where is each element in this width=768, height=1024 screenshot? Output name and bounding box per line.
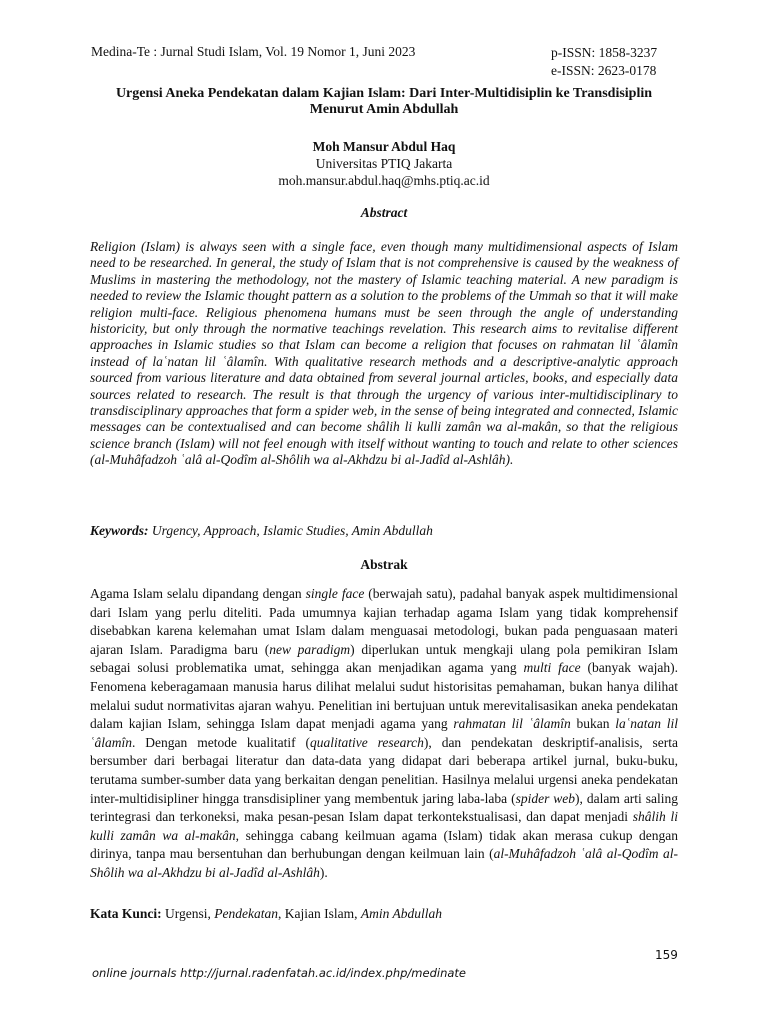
keywords-list: Urgency, Approach, Islamic Studies, Amin Abdullah [151, 523, 433, 538]
author-block [90, 138, 678, 189]
author-email: moh.mansur.abdul.haq@mhs.ptiq.ac.id [278, 173, 490, 188]
page-number: 159 [655, 948, 678, 962]
author-name: Moh Mansur Abdul Haq [312, 139, 456, 154]
paper-title: Urgensi Aneka Pendekatan dalam Kajian Islam: Dari Inter-Multidisiplin ke Transdisiplin Menurut Amin Abdullah [115, 86, 653, 117]
pissn: p-ISSN: 1858-3237 [551, 45, 658, 60]
author-affiliation: Universitas PTIQ Jakarta [315, 156, 453, 171]
kata-kunci-label: Kata Kunci: [90, 906, 162, 921]
journal-header: Medina-Te : Jurnal Studi Islam, Vol. 19 Nomor 1, Juni 2023 [91, 44, 416, 59]
abstract-heading: Abstract [360, 205, 408, 220]
abstrak-heading: Abstrak [360, 557, 408, 572]
eissn: e-ISSN: 2623-0178 [551, 63, 657, 78]
abstrak-text: Agama Islam selalu dipandang dengan single face (berwajah satu), padahal banyak aspek multidimensional dari Islam yang perlu diteliti. Pada umumnya kajian terhadap agama Islam yang tidak komprehensif disebabkan karena kelemahan umat Islam dalam menguasai metodologi, bukan pada penguasaan materi ajaran Islam. Paradigma baru (new paradigm) diperlukan untuk mengkaji ulang pola pemikiran Islam sebagai solusi problematika umat, sehingga akan menjadikan agama yang multi face (banyak wajah). Fenomena keberagamaan manusia harus dilihat melalui sudut historisitas pemahaman, bukan hanya dilihat melalui sudut normativitas ajaran wahyu. Penelitian ini bertujuan untuk merevitalisasikan aneka pendekatan dalam kajian Islam, sehingga Islam dapat menjadi agama yang rahmatan lil ʿâlamîn bukan laʿnatan lil ʿâlamîn. Dengan metode kualitatif (qualitative research), dan pendekatan deskriptif-analisis, serta bersumber dari berbagai literatur dan data-data yang didapat dari beberapa artikel jurnal, buku-buku, terutama sumber-sumber data yang berkaitan dengan penelitian. Hasilnya melalui urgensi aneka pendekatan inter-multidisipliner hingga transdisipliner yang membentuk jaring laba-laba (spider web), dalam arti saling terintegrasi dan terkoneksi, maka pesan-pesan Islam dapat terkontekstualisasi, dan dapat menjadi shâlih li kulli zamân wa al-makân, sehingga cabang keilmuan agama (Islam) tidak akan merasa cukup dengan dirinya, tanpa mau bersentuhan dan berhubungan dengan keilmuan lain (al-Muhâfadzoh ʿalâ al-Qodîm al-Shôlih wa al-Akhdzu bi al-Jadîd al-Ashlâh). [90, 586, 679, 880]
footer-url: online journals http://jurnal.radenfatah.ac.id/index.php/medinate [92, 966, 466, 980]
keywords [90, 523, 678, 539]
issn-block [551, 44, 657, 80]
keywords-label: Keywords: [90, 523, 149, 538]
kata-kunci: Kata Kunci: Urgensi, Pendekatan, Kajian Islam, Amin Abdullah [90, 906, 442, 921]
abstract-text: Religion (Islam) is always seen with a single face, even though many multidimensional aspects of Islam need to be researched. In general, the study of Islam that is not comprehensive is caused by the weakness of Muslims in mastering the methodology, not the mastery of Islamic teaching material. A new paradigm is needed to review the Islamic thought pattern as a solution to the problems of the Ummah so that it will make religion multi-face. Religious phenomena humans must be seen through the angle of understanding historicity, but only through the normative teachings revelation. This research aims to revitalise different approaches in Islamic studies so that Islam can become a religion that focuses on rahmatan lil ʿâlamîn instead of laʿnatan lil ʿâlamîn. With qualitative research methods and a descriptive-analytic approach sourced from various literature and data obtained from several journal articles, books, and especially data sources related to research. The result is that through the urgency of various inter-multidisciplinary to transdisciplinary approaches that form a spider web, in the sense of being integrated and connected, Islamic messages can be contextualised and can become shâlih li kulli zamân wa al-makân, so that the religious science branch (Islam) will not feel enough with itself without wanting to touch and relate to other sciences (al-Muhâfadzoh ʿalâ al-Qodîm al-Shôlih wa al-Akhdzu bi al-Jadîd al-Ashlâh). [90, 239, 678, 468]
